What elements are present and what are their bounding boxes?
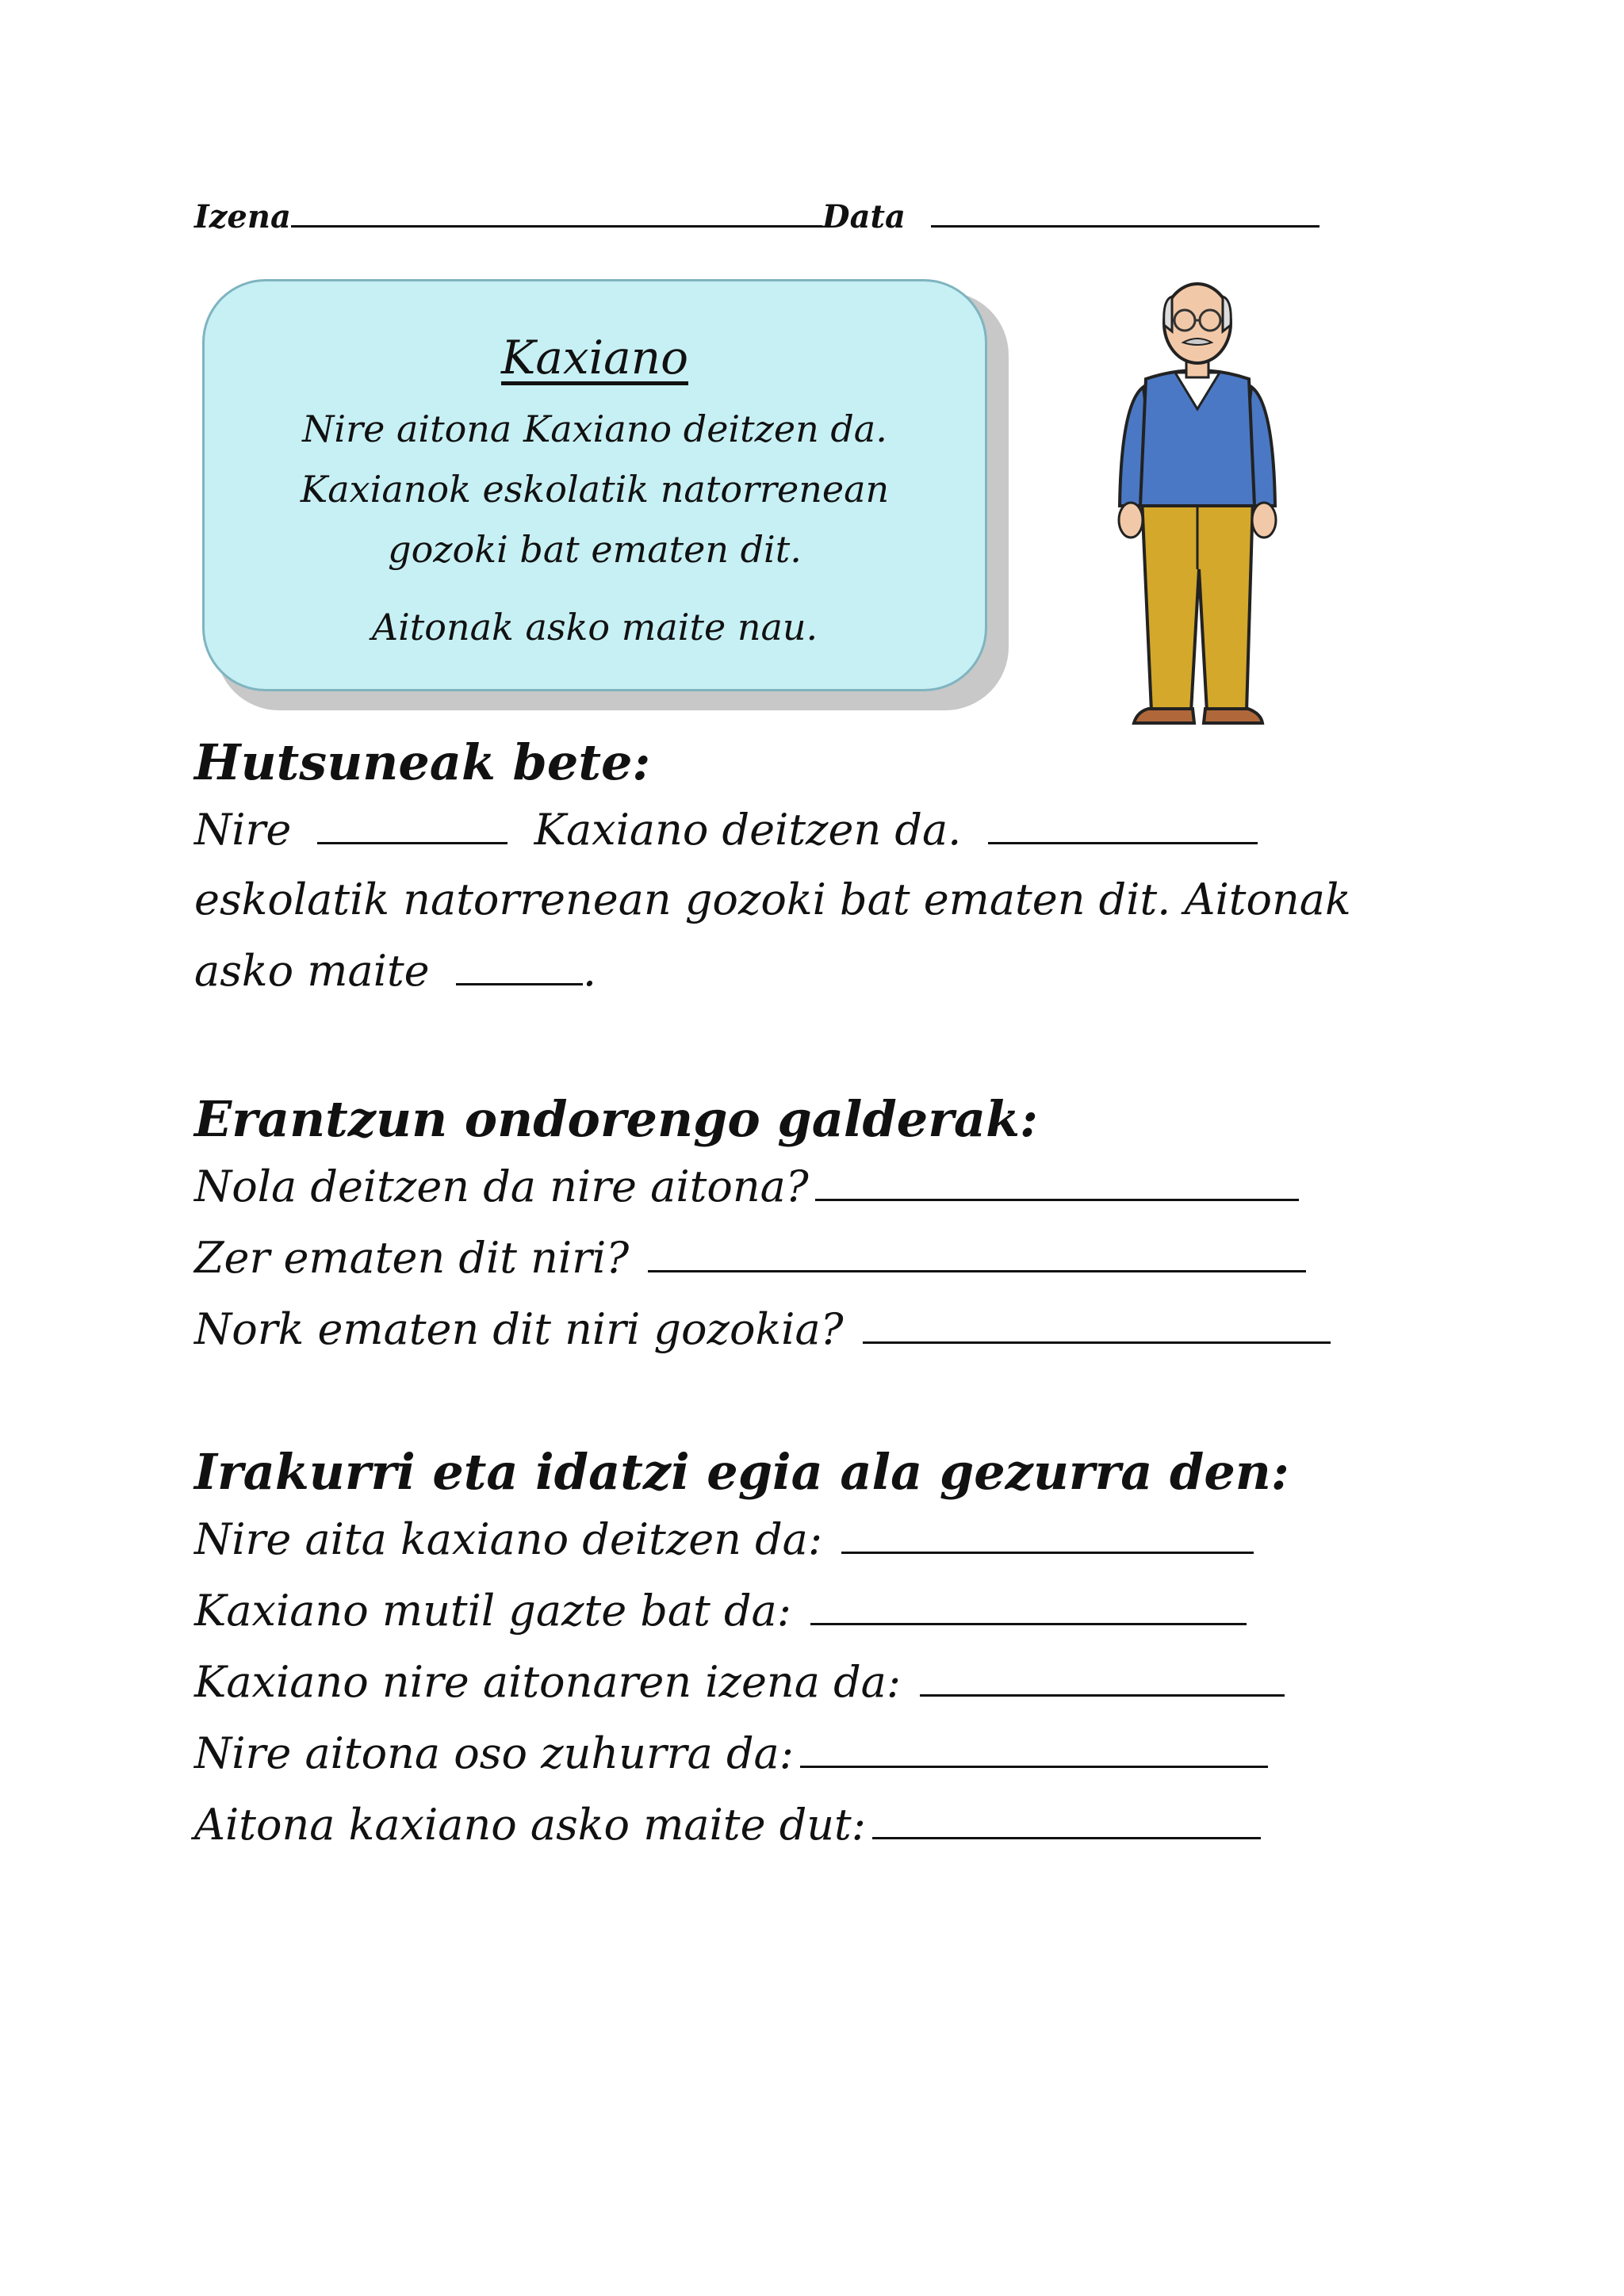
question-row (194, 1304, 1331, 1354)
true-false-row (194, 1728, 1268, 1778)
grandfather-icon (1110, 268, 1285, 736)
answer-blank[interactable] (863, 1341, 1331, 1344)
answer-blank[interactable] (800, 1766, 1268, 1768)
true-false-row (194, 1586, 1247, 1636)
fill-blanks-line-3 (194, 946, 596, 996)
sentence-part: asko maite (194, 946, 430, 996)
statement-text: Aitona kaxiano asko maite dut: (194, 1800, 866, 1850)
sentence-part: Nire (194, 805, 292, 855)
statement-text: Kaxiano nire aitonaren izena da: (194, 1657, 902, 1707)
fill-blanks-line-1 (194, 805, 1258, 855)
answer-blank[interactable] (841, 1552, 1254, 1554)
sentence-part: eskolatik natorrenean gozoki bat ematen dit. Aitonak (194, 874, 1351, 924)
story-line: Aitonak asko maite nau. (371, 606, 818, 649)
date-field[interactable] (931, 225, 1320, 228)
question-text: Nork ematen dit niri gozokia? (194, 1304, 844, 1354)
statement-text: Nire aita kaxiano deitzen da: (194, 1514, 823, 1564)
answer-blank[interactable] (648, 1270, 1306, 1272)
answer-blank[interactable] (456, 983, 583, 985)
story-title: Kaxiano (500, 331, 689, 385)
true-false-row (194, 1514, 1254, 1564)
question-text: Nola deitzen da nire aitona? (194, 1161, 809, 1211)
answer-blank[interactable] (988, 842, 1258, 844)
question-row (194, 1161, 1299, 1211)
question-row (194, 1233, 1306, 1283)
questions-title: Erantzun ondorengo galderak: (194, 1090, 1038, 1148)
statement-text: Nire aitona oso zuhurra da: (194, 1728, 794, 1778)
sentence-part: Kaxiano deitzen da. (534, 805, 962, 855)
date-label: Data (822, 198, 906, 235)
story-line: Nire aitona Kaxiano deitzen da. (302, 408, 887, 450)
answer-blank[interactable] (920, 1694, 1285, 1697)
fill-blanks-title: Hutsuneak bete: (194, 733, 651, 791)
name-field[interactable] (291, 225, 822, 228)
story-line: Kaxianok eskolatik natorrenean (300, 468, 890, 511)
sentence-part: . (582, 946, 596, 996)
story-line: gozoki bat ematen dit. (388, 528, 802, 571)
story-box (202, 279, 987, 691)
true-false-row (194, 1657, 1285, 1707)
fill-blanks-line-2 (194, 874, 1351, 924)
answer-blank[interactable] (815, 1199, 1299, 1201)
header-line (194, 198, 1320, 235)
answer-blank[interactable] (810, 1623, 1247, 1625)
answer-blank[interactable] (872, 1837, 1261, 1839)
true-false-row (194, 1800, 1261, 1850)
statement-text: Kaxiano mutil gazte bat da: (194, 1586, 791, 1636)
true-false-title: Irakurri eta idatzi egia ala gezurra den: (194, 1443, 1289, 1501)
name-label: Izena (194, 198, 291, 235)
answer-blank[interactable] (317, 842, 508, 844)
question-text: Zer ematen dit niri? (194, 1233, 630, 1283)
